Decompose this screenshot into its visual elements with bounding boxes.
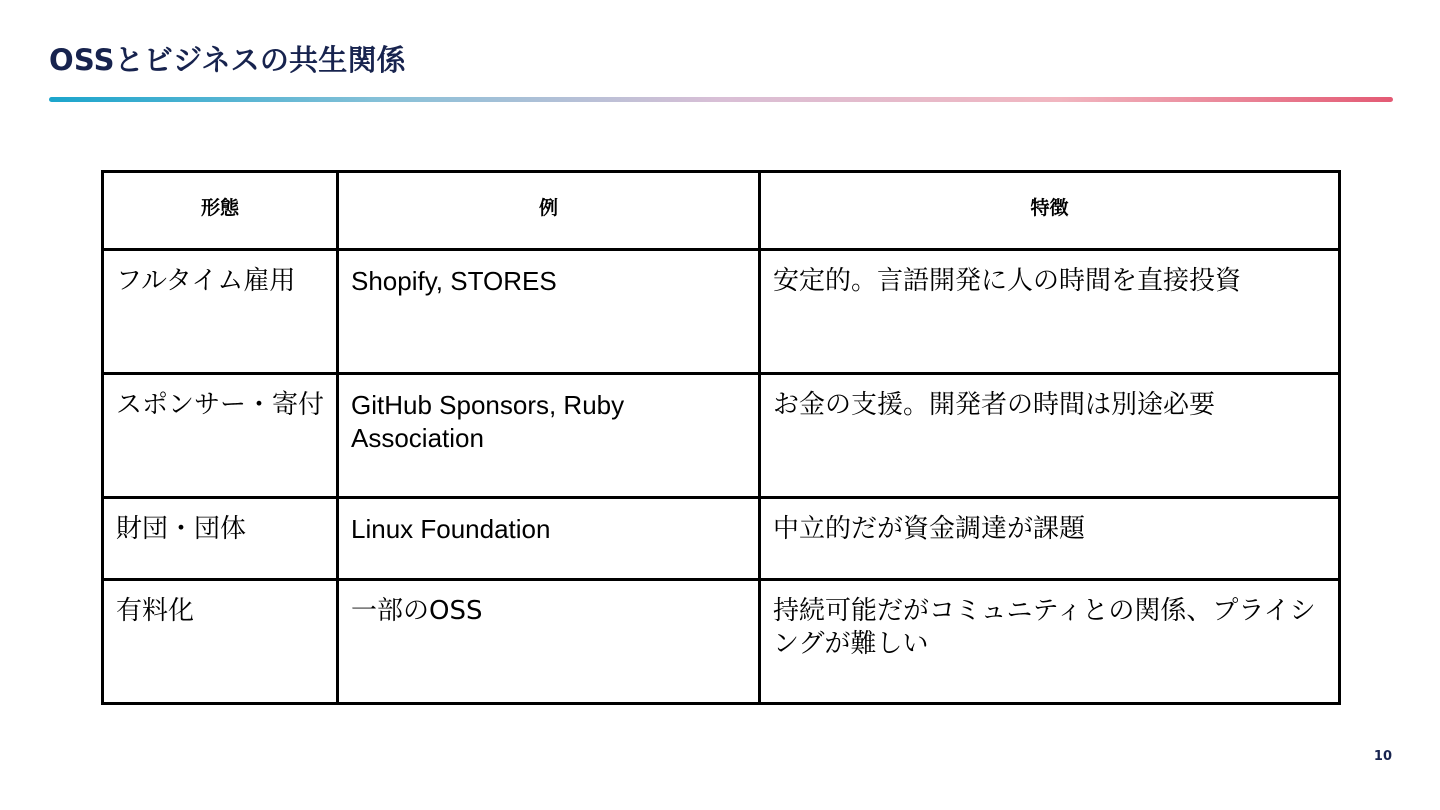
cell-form: フルタイム雇用 xyxy=(103,250,338,374)
cell-form: スポンサー・寄付 xyxy=(103,374,338,498)
table-row xyxy=(103,250,1340,374)
cell-feature: 中立的だが資金調達が課題 xyxy=(760,498,1340,580)
table-row xyxy=(103,374,1340,498)
table-header-row xyxy=(103,172,1340,250)
table-row xyxy=(103,498,1340,580)
cell-example: Shopify, STORES xyxy=(338,250,760,374)
cell-example: GitHub Sponsors, Ruby Association xyxy=(338,374,760,498)
table-row xyxy=(103,580,1340,704)
cell-form: 財団・団体 xyxy=(103,498,338,580)
page-number: 10 xyxy=(1373,749,1392,764)
slide-title: OSSとビジネスの共生関係 xyxy=(49,43,406,77)
cell-feature: 安定的。言語開発に人の時間を直接投資 xyxy=(760,250,1340,374)
title-gradient-rule xyxy=(49,97,1393,102)
column-header-feature: 特徴 xyxy=(760,172,1340,250)
cell-example: 一部のOSS xyxy=(338,580,760,704)
column-header-example: 例 xyxy=(338,172,760,250)
cell-form: 有料化 xyxy=(103,580,338,704)
cell-feature: お金の支援。開発者の時間は別途必要 xyxy=(760,374,1340,498)
cell-feature: 持続可能だがコミュニティとの関係、プライシングが難しい xyxy=(760,580,1340,704)
column-header-form: 形態 xyxy=(103,172,338,250)
business-models-table xyxy=(101,170,1341,705)
cell-example: Linux Foundation xyxy=(338,498,760,580)
